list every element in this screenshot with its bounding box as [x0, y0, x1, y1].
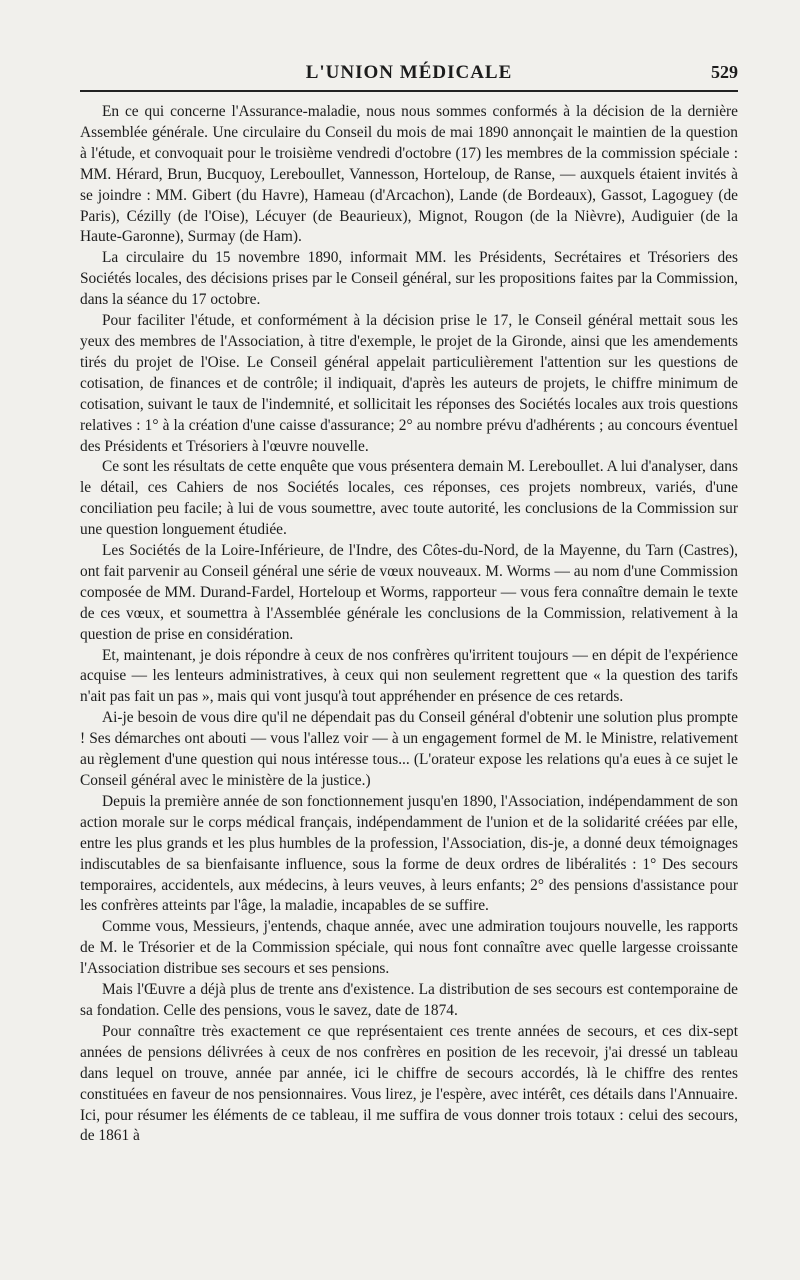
paragraph: Comme vous, Messieurs, j'entends, chaque année, avec une admiration toujours nouvelle, les rapports de M. le Trésorier et de la Commission spéciale, qui nous font connaître avec quelle largesse croissante l'Association distribue ses secours et ses pensions. — [80, 918, 738, 978]
running-title: L'UNION MÉDICALE — [305, 62, 513, 83]
page-header — [80, 60, 738, 92]
paragraph: Et, maintenant, je dois répondre à ceux de nos confrères qu'irritent toujours — en dépit de l'expérience acquise — les lenteurs administratives, à ceux qui non seulement regrettent que « la question des tarifs n'ait pas fait un pas », mais qui vont jusqu'à tout appréhender en présence de ces retards. — [80, 646, 738, 706]
body-text — [80, 102, 738, 1147]
paragraph: Mais l'Œuvre a déjà plus de trente ans d'existence. La distribution de ses secours est contemporaine de sa fondation. Celle des pensions, vous le savez, date de 1874. — [80, 981, 738, 1019]
paragraph: La circulaire du 15 novembre 1890, informait MM. les Présidents, Secrétaires et Trésoriers des Sociétés locales, des décisions prises par le Conseil général, sur les propositions faites par la Commission, dans la séance du 17 octobre. — [80, 249, 738, 309]
paragraph: Ai-je besoin de vous dire qu'il ne dépendait pas du Conseil général d'obtenir une solution plus prompte ! Ses démarches ont abouti — vous l'allez voir — à un engagement formel de M. le Ministre, relativement au règlement d'une question qui nous intéresse tous... (L'orateur expose les relations qu'a eues à ce sujet le Conseil général avec le ministère de la justice.) — [80, 709, 738, 789]
paragraph: Les Sociétés de la Loire-Inférieure, de l'Indre, des Côtes-du-Nord, de la Mayenne, du Tarn (Castres), ont fait parvenir au Conseil général une série de vœux nouveaux. M. Worms — au nom d'une Commission composée de MM. Durand-Fardel, Horteloup et Worms, rapporteur — vous fera connaître demain le texte de ces vœux, et soumettra à l'Assemblée générale les conclusions de la Commission, relativement à la question de prise en considération. — [80, 542, 738, 643]
paragraph: Pour faciliter l'étude, et conformément à la décision prise le 17, le Conseil général mettait sous les yeux des membres de l'Association, à titre d'exemple, le projet de la Gironde, ainsi que les amendements tirés du projet de l'Oise. Le Conseil général appelait particulièrement l'attention sur les questions de cotisation, de finances et de contrôle; il indiquait, d'après les auteurs de projets, le chiffre minimum de cotisation, suivant le taux de l'indemnité, et sollicitait les réponses des Sociétés locales aux trois questions relatives : 1° à la création d'une caisse d'assurance; 2° au nombre prévu d'adhérents ; au concours éventuel des Présidents et Trésoriers à l'œuvre nouvelle. — [80, 312, 738, 455]
paragraph: En ce qui concerne l'Assurance-maladie, nous nous sommes conformés à la décision de la dernière Assemblée générale. Une circulaire du Conseil du mois de mai 1890 annonçait le maintien de la question à l'étude, et convoquait pour le troisième vendredi d'octobre (17) les membres de la commission spéciale : MM. Hérard, Brun, Bucquoy, Lereboullet, Vannesson, Horteloup, de Ranse, — auxquels étaient invités à se joindre : MM. Gibert (du Havre), Hameau (d'Arcachon), Lande (de Bordeaux), Gassot, Lagoguey (de Paris), Cézilly (de l'Oise), Lécuyer (de Beaurieux), Mignot, Rougon (de la Nièvre), Audiguier (de la Haute-Garonne), Surmay (de Ham). — [80, 103, 738, 246]
paragraph: Depuis la première année de son fonctionnement jusqu'en 1890, l'Association, indépendamment de son action morale sur le corps médical français, indépendamment de l'union et de la solidarité créées par elle, entre les plus grands et les plus humbles de la profession, l'Association, dis-je, a donné deux témoignages indiscutables de sa bienfaisante influence, sous la forme de deux ordres de libéralités : 1° Des secours temporaires, accidentels, aux médecins, à leurs veuves, à leurs enfants; 2° des pensions d'assistance pour les confrères atteints par l'âge, la maladie, incapables de se suffire. — [80, 792, 738, 915]
paragraph: Pour connaître très exactement ce que représentaient ces trente années de secours, et ces dix-sept années de pensions délivrées à ceux de nos confrères en position de les recevoir, j'ai dressé un tableau dans lequel on trouve, année par année, ici le chiffre de secours accordés, là le chiffre des rentes constituées en faveur de nos pensionnaires. Vous lirez, je l'espère, avec intérêt, ces détails dans l'Annuaire. Ici, pour résumer les éléments de ce tableau, il me suffira de vous donner trois totaux : celui des secours, de 1861 à — [80, 1022, 738, 1145]
page-number: 529 — [711, 62, 738, 82]
paragraph: Ce sont les résultats de cette enquête que vous présentera demain M. Lereboullet. A lui d'analyser, dans le détail, ces Cahiers de nos Sociétés locales, ces réponses, ces projets nombreux, variés, d'une conciliation peu facile; à lui de vous soumettre, avec toute autorité, les conclusions de la Commission sur une question longuement étudiée. — [80, 458, 738, 539]
